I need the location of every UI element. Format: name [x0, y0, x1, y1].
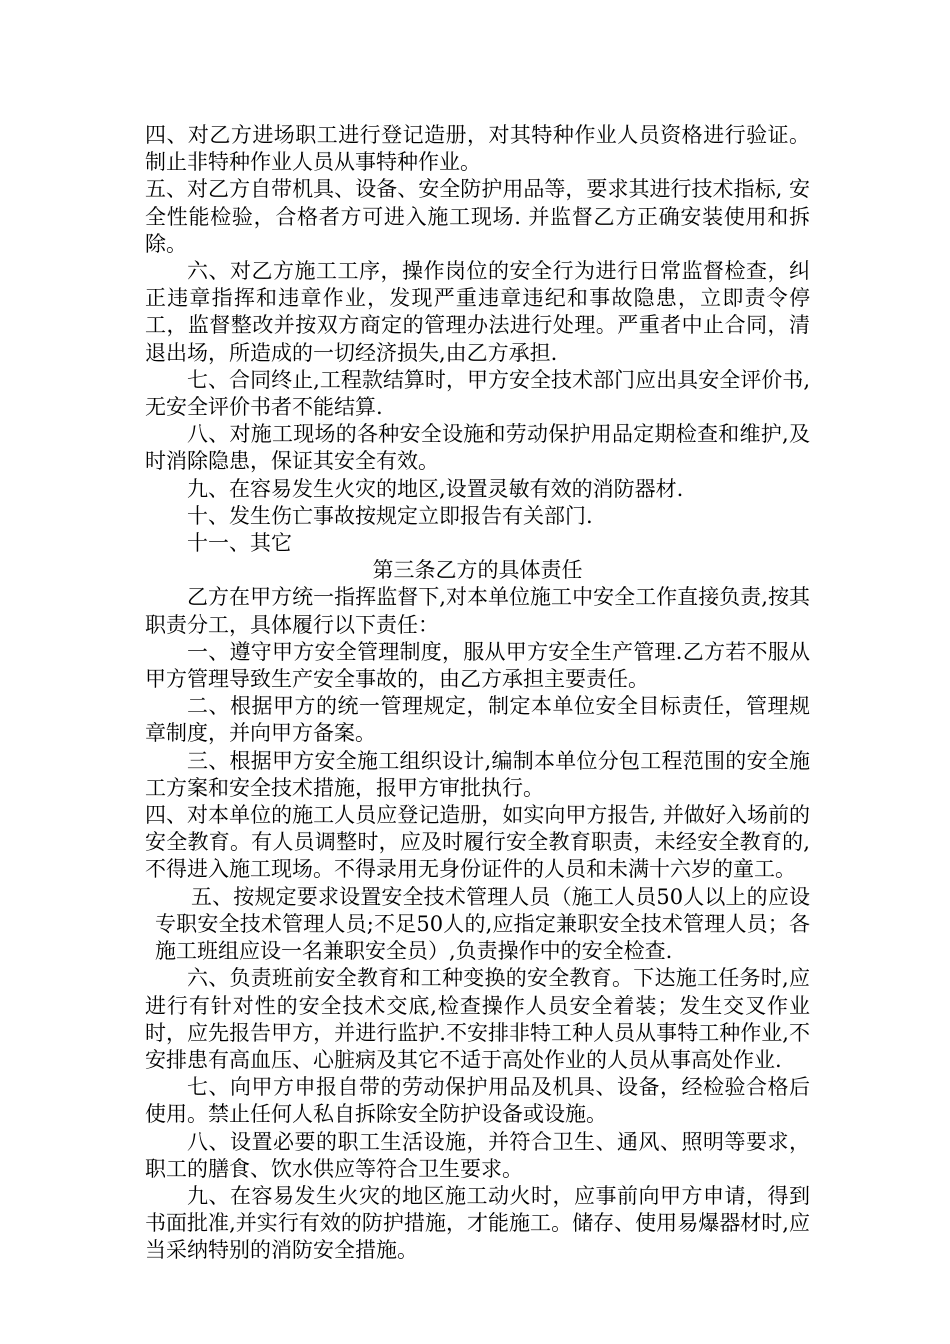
paragraph-item-4: 四、对乙方进场职工进行登记造册，对其特种作业人员资格进行验证。制止非特种作业人员从事特种作业。 — [145, 123, 810, 175]
paragraph-item-10: 十、发生伤亡事故按规定立即报告有关部门. — [187, 503, 593, 528]
responsibility-item-9: 九、在容易发生火灾的地区施工动火时，应事前向甲方申请，得到书面批准,并实行有效的防护措施，才能施工。储存、使用易爆器材时,应当采纳特别的消防安全措施。 — [145, 1183, 810, 1263]
responsibility-item-1: 一、遵守甲方安全管理制度，服从甲方安全生产管理.乙方若不服从甲方管理导致生产安全事故的，由乙方承担主要责任。 — [145, 639, 810, 692]
document-body — [145, 122, 810, 1265]
paragraph-item-8: 八、对施工现场的各种安全设施和劳动保护用品定期检查和维护,及时消除隐患，保证其安全有效。 — [145, 422, 810, 474]
responsibility-item-4: 四、对本单位的施工人员应登记造册，如实向甲方报告, 并做好入场前的安全教育。有人员调整时，应及时履行安全教育职责，未经安全教育的, 不得进入施工现场。不得录用无身份证件的人员和未满十六岁的童工。 — [145, 803, 810, 882]
section-heading: 第三条乙方的具体责任 — [372, 558, 583, 583]
responsibility-item-6: 六、负责班前安全教育和工种变换的安全教育。下达施工任务时,应进行有针对性的安全技术交底,检查操作人员安全着装；发生交叉作业时，应先报告甲方，并进行监护.不安排非特工种人员从事特工种作业,不安排患有高血压、心脏病及其它不适于高处作业的人员从事高处作业. — [145, 966, 810, 1072]
responsibility-item-2: 二、根据甲方的统一管理规定，制定本单位安全目标责任，管理规章制度，并向甲方备案。 — [145, 694, 810, 746]
section-intro: 乙方在甲方统一指挥监督下,对本单位施工中安全工作直接负责,按其职责分工，具体履行以下责任： — [145, 585, 810, 637]
paragraph-item-9: 九、在容易发生火灾的地区,设置灵敏有效的消防器材. — [187, 476, 684, 501]
responsibility-item-3: 三、根据甲方安全施工组织设计,编制本单位分包工程范围的安全施工方案和安全技术措施，报甲方审批执行。 — [145, 748, 810, 800]
paragraph-item-5: 五、对乙方自带机具、设备、安全防护用品等，要求其进行技术指标, 安全性能检验，合格者方可进入施工现场. 并监督乙方正确安装使用和拆除。 — [145, 177, 810, 256]
paragraph-item-6: 六、对乙方施工工序，操作岗位的安全行为进行日常监督检查，纠正违章指挥和违章作业，发现严重违章违纪和事故隐患，立即责令停工，监督整改并按双方商定的管理办法进行处理。严重者中止合同，清退出场，所造成的一切经济损失,由乙方承担. — [145, 259, 810, 365]
paragraph-item-7: 七、合同终止,工程款结算时，甲方安全技术部门应出具安全评价书,无安全评价书者不能结算. — [145, 367, 810, 420]
responsibility-item-5: 五、按规定要求设置安全技术管理人员（施工人员50人以上的应设专职安全技术管理人员;不足50人的,应指定兼职安全技术管理人员；各施工班组应设一名兼职安全员）,负责操作中的安全检查. — [155, 884, 810, 964]
responsibility-item-8: 八、设置必要的职工生活设施，并符合卫生、通风、照明等要求，职工的膳食、饮水供应等符合卫生要求。 — [145, 1129, 810, 1181]
responsibility-item-7: 七、向甲方申报自带的劳动保护用品及机具、设备，经检验合格后使用。禁止任何人私自拆除安全防护设备或设施。 — [145, 1075, 810, 1127]
paragraph-item-11: 十一、其它 — [187, 531, 292, 556]
